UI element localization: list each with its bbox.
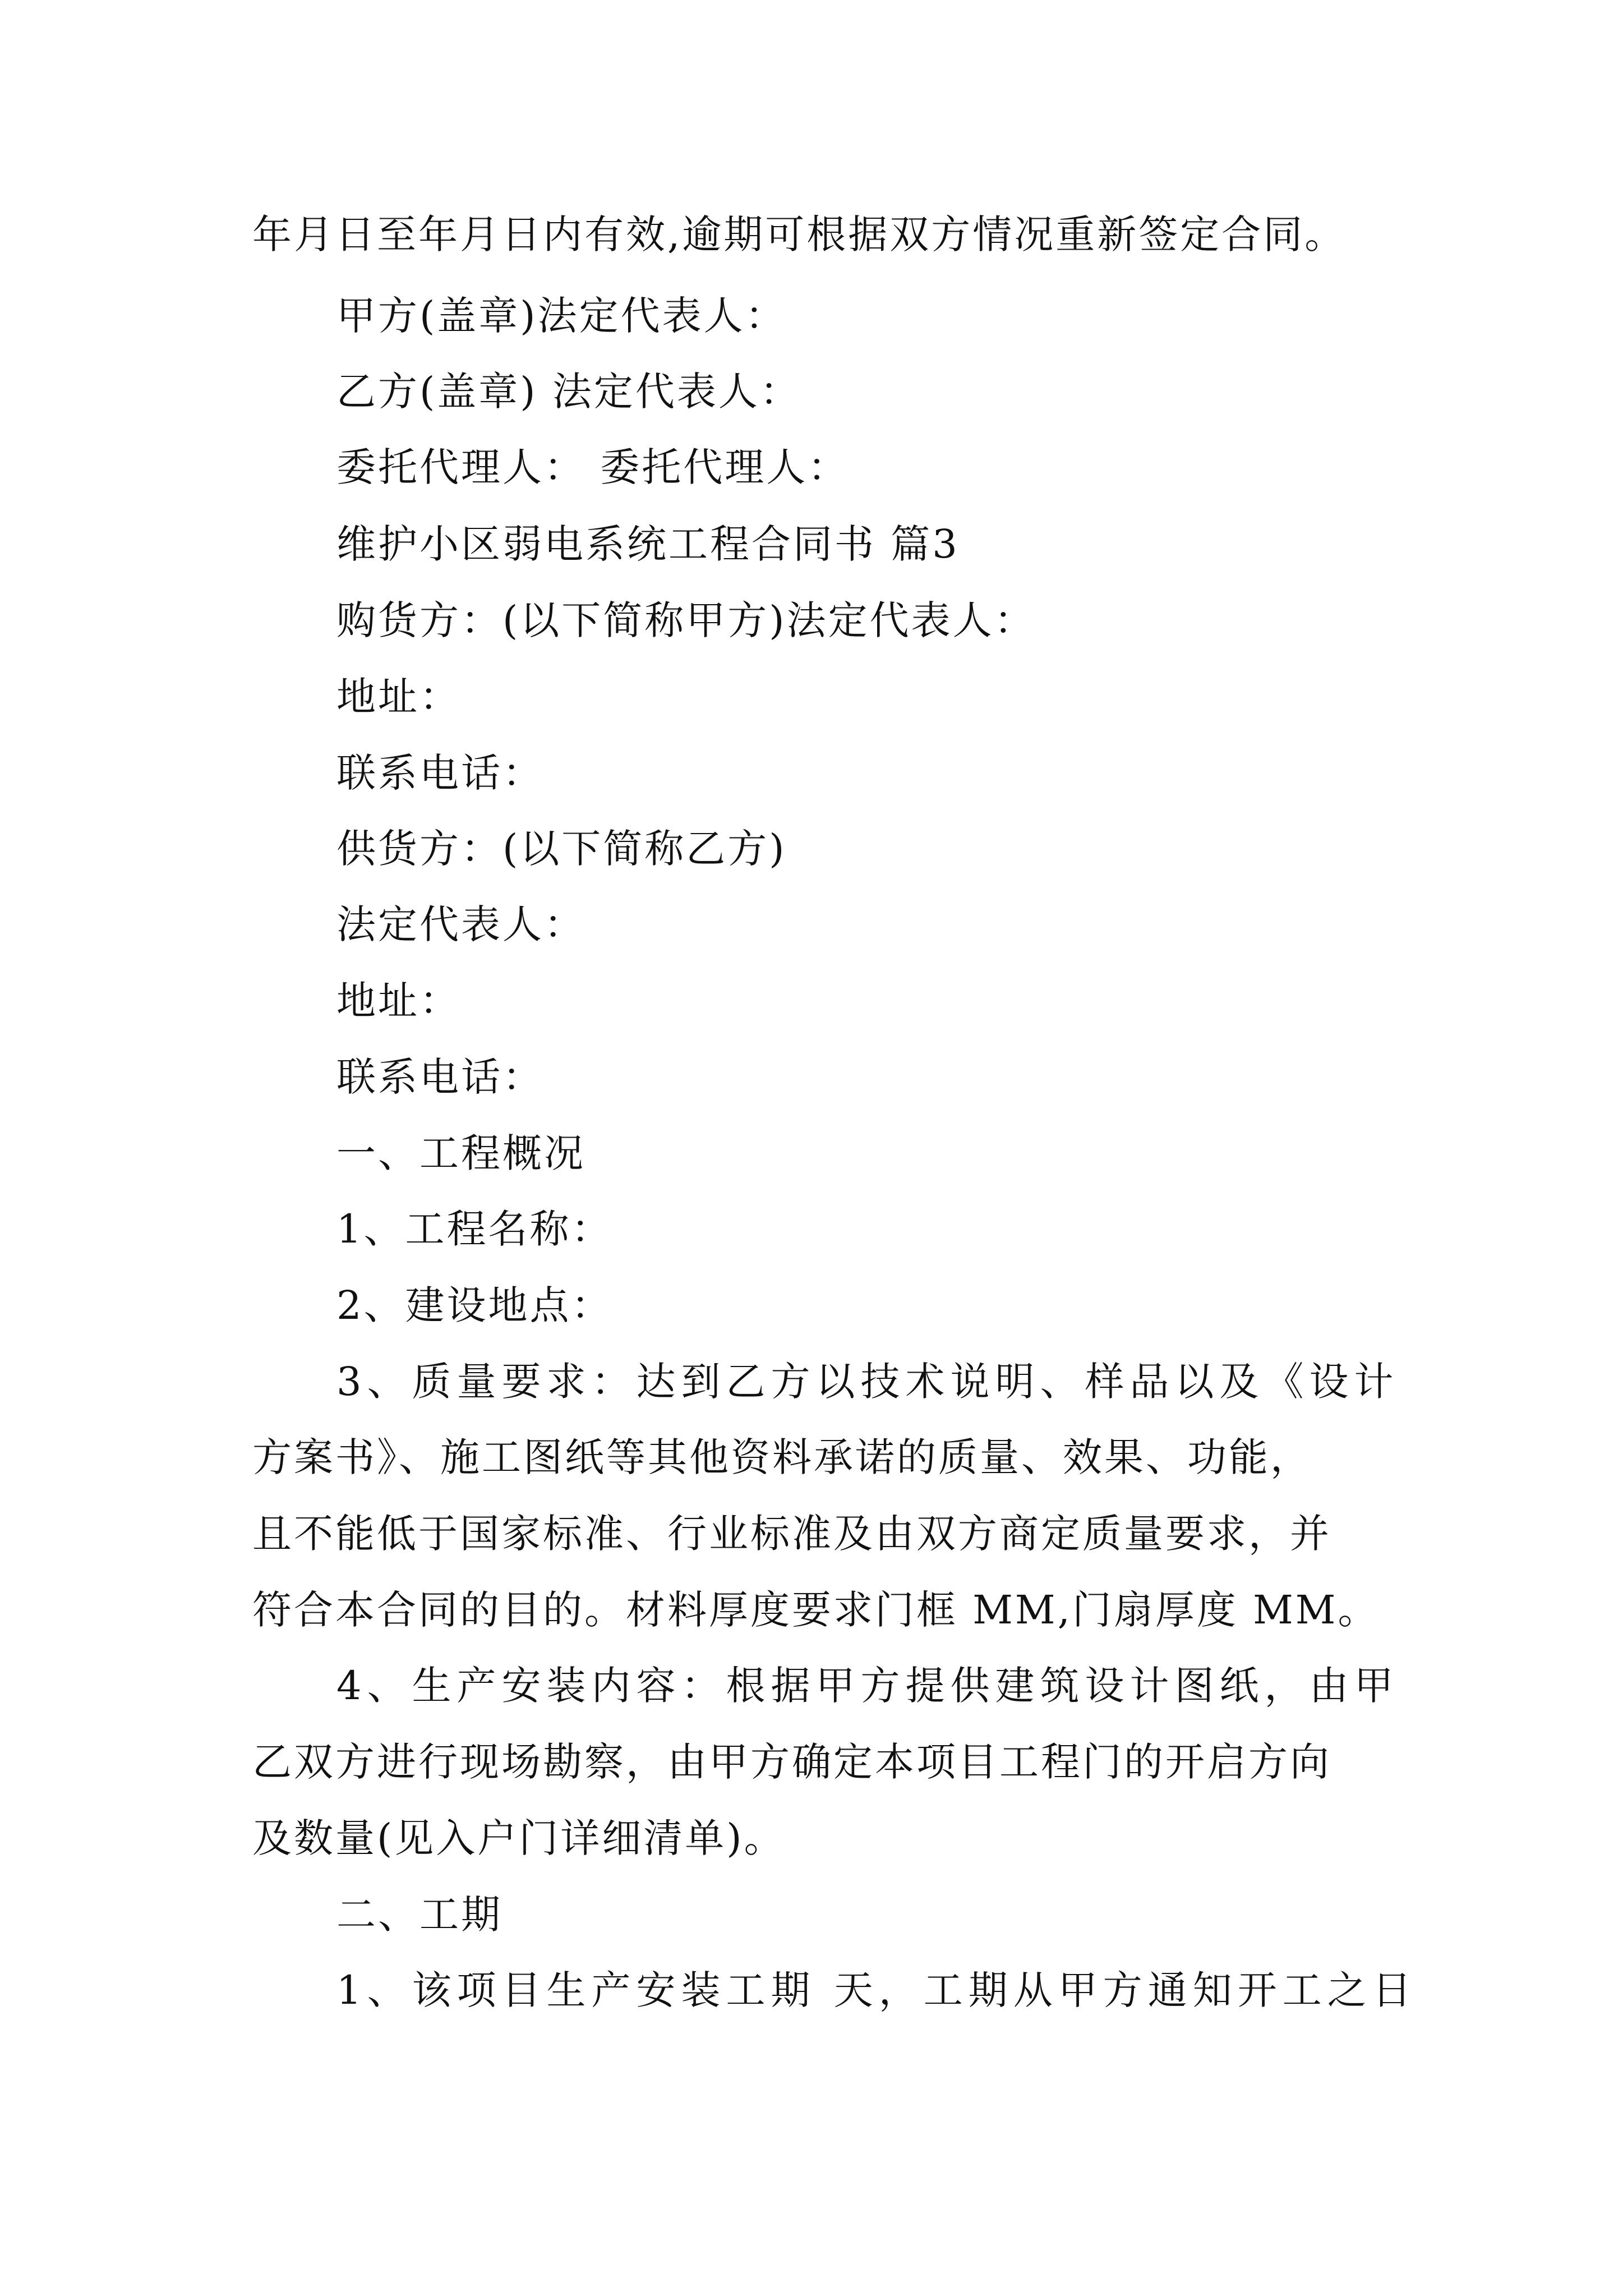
text-line: 供货方：(以下简称乙方)	[336, 826, 787, 872]
text-line: 地址：	[336, 674, 461, 720]
section-heading: 二、工期	[336, 1892, 502, 1938]
paragraph-line: 4、生产安装内容：根据甲方提供建筑设计图纸，由甲	[336, 1663, 1399, 1709]
text-line: 联系电话：	[336, 1054, 544, 1100]
paragraph-line: 符合本合同的目的。材料厚度要求门框 MM,门扇厚度 MM。	[252, 1587, 1380, 1633]
paragraph-line: 及数量(见入户门详细清单)。	[252, 1815, 786, 1861]
paragraph-line: 方案书》、施工图纸等其他资料承诺的质量、效果、功能，	[252, 1434, 1312, 1480]
section-heading: 维护小区弱电系统工程合同书 篇3	[336, 521, 960, 567]
text-line: 乙方(盖章) 法定代表人：	[336, 369, 801, 415]
text-line: 联系电话：	[336, 750, 544, 796]
paragraph-line: 且不能低于国家标准、行业标准及由双方商定质量要求，并	[252, 1511, 1331, 1557]
text-line: 1、工程名称：	[336, 1206, 613, 1252]
section-heading: 一、工程概况	[336, 1130, 585, 1176]
text-line: 购货方：(以下简称甲方)法定代表人：	[336, 597, 1036, 643]
text-line: 地址：	[336, 978, 461, 1024]
paragraph-line: 3、质量要求：达到乙方以技术说明、样品以及《设计	[336, 1359, 1399, 1405]
text-line: 委托代理人： 委托代理人：	[336, 444, 850, 490]
text-line: 年月日至年月日内有效,逾期可根据双方情况重新签定合同。	[252, 211, 1347, 257]
text-line: 法定代表人：	[336, 901, 585, 947]
paragraph-line: 1、该项目生产安装工期 天，工期从甲方通知开工之日	[336, 1967, 1417, 2013]
text-line: 甲方(盖章)法定代表人：	[336, 293, 787, 339]
text-line: 2、建设地点：	[336, 1282, 613, 1328]
paragraph-line: 乙双方进行现场勘察，由甲方确定本项目工程门的开启方向	[252, 1739, 1331, 1785]
